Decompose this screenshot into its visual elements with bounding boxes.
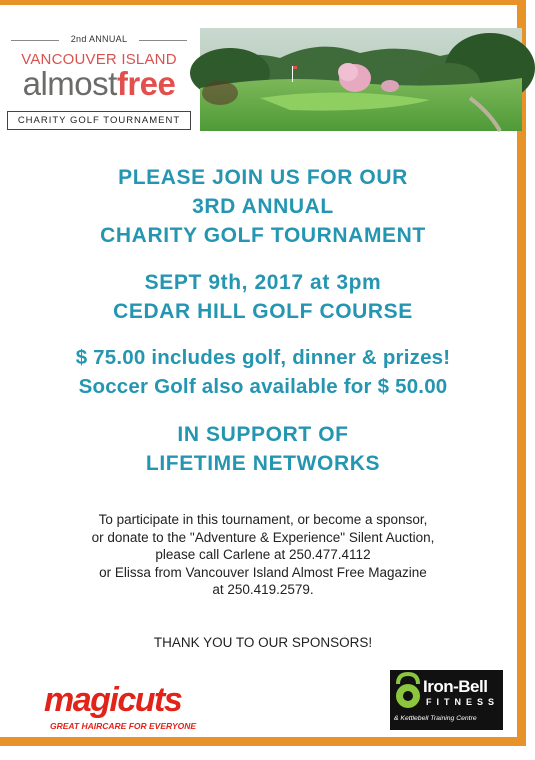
headline-event-details bbox=[0, 268, 526, 326]
event-date: SEPT 9th, 2017 at 3pm bbox=[144, 271, 382, 294]
headline-invitation bbox=[0, 163, 526, 250]
sponsors-thanks: THANK YOU TO OUR SPONSORS! bbox=[153, 635, 373, 650]
headline-line2: 3RD ANNUAL bbox=[192, 195, 334, 218]
logo-brand-almost: almost bbox=[22, 65, 117, 102]
info-line3: please call Carlene at 250.477.4112 bbox=[155, 547, 371, 562]
support-line2: LIFETIME NETWORKS bbox=[145, 452, 381, 475]
ironbell-sub: FITNESS bbox=[426, 697, 500, 707]
headline-line1: PLEASE JOIN US FOR OUR bbox=[118, 166, 408, 189]
headline-support bbox=[0, 420, 526, 478]
logo-region: VANCOUVER ISLAND bbox=[21, 51, 177, 68]
logo-subtitle: CHARITY GOLF TOURNAMENT bbox=[7, 111, 191, 130]
info-line4: or Elissa from Vancouver Island Almost Free Magazine bbox=[99, 564, 427, 580]
ironbell-tagline: & Kettlebell Training Centre bbox=[394, 715, 477, 722]
info-line1: To participate in this tournament, or become a sponsor, bbox=[98, 512, 428, 527]
golf-course-photo bbox=[200, 28, 522, 131]
almost-free-logo bbox=[5, 34, 193, 130]
support-line1: IN SUPPORT OF bbox=[177, 423, 349, 446]
golf-photo-svg bbox=[200, 28, 522, 131]
logo-brand-free: free bbox=[116, 65, 176, 102]
headline-pricing bbox=[0, 343, 526, 401]
magicuts-name: magicuts bbox=[44, 681, 182, 719]
price-golf: $ 75.00 includes golf, dinner & prizes! bbox=[75, 346, 451, 369]
magicuts-logo-svg bbox=[40, 671, 197, 741]
info-line5: at 250.419.2579. bbox=[212, 582, 314, 597]
event-venue: CEDAR HILL GOLF COURSE bbox=[113, 300, 413, 323]
info-line2: or donate to the "Adventure & Experience" Silent Auction, bbox=[91, 529, 435, 545]
magicuts-logo bbox=[40, 671, 197, 741]
ironbell-logo-svg bbox=[390, 670, 503, 730]
magicuts-tagline: GREAT HAIRCARE FOR EVERYONE bbox=[50, 721, 197, 731]
price-soccer-golf: Soccer Golf also available for $ 50.00 bbox=[78, 375, 448, 398]
contact-info bbox=[0, 511, 526, 599]
logo-brand bbox=[5, 64, 193, 104]
ironbell-name: Iron-Bell bbox=[423, 677, 488, 696]
ironbell-logo bbox=[390, 670, 503, 730]
headline-line3: CHARITY GOLF TOURNAMENT bbox=[100, 224, 426, 247]
logo-annual: 2nd ANNUAL bbox=[5, 34, 193, 44]
